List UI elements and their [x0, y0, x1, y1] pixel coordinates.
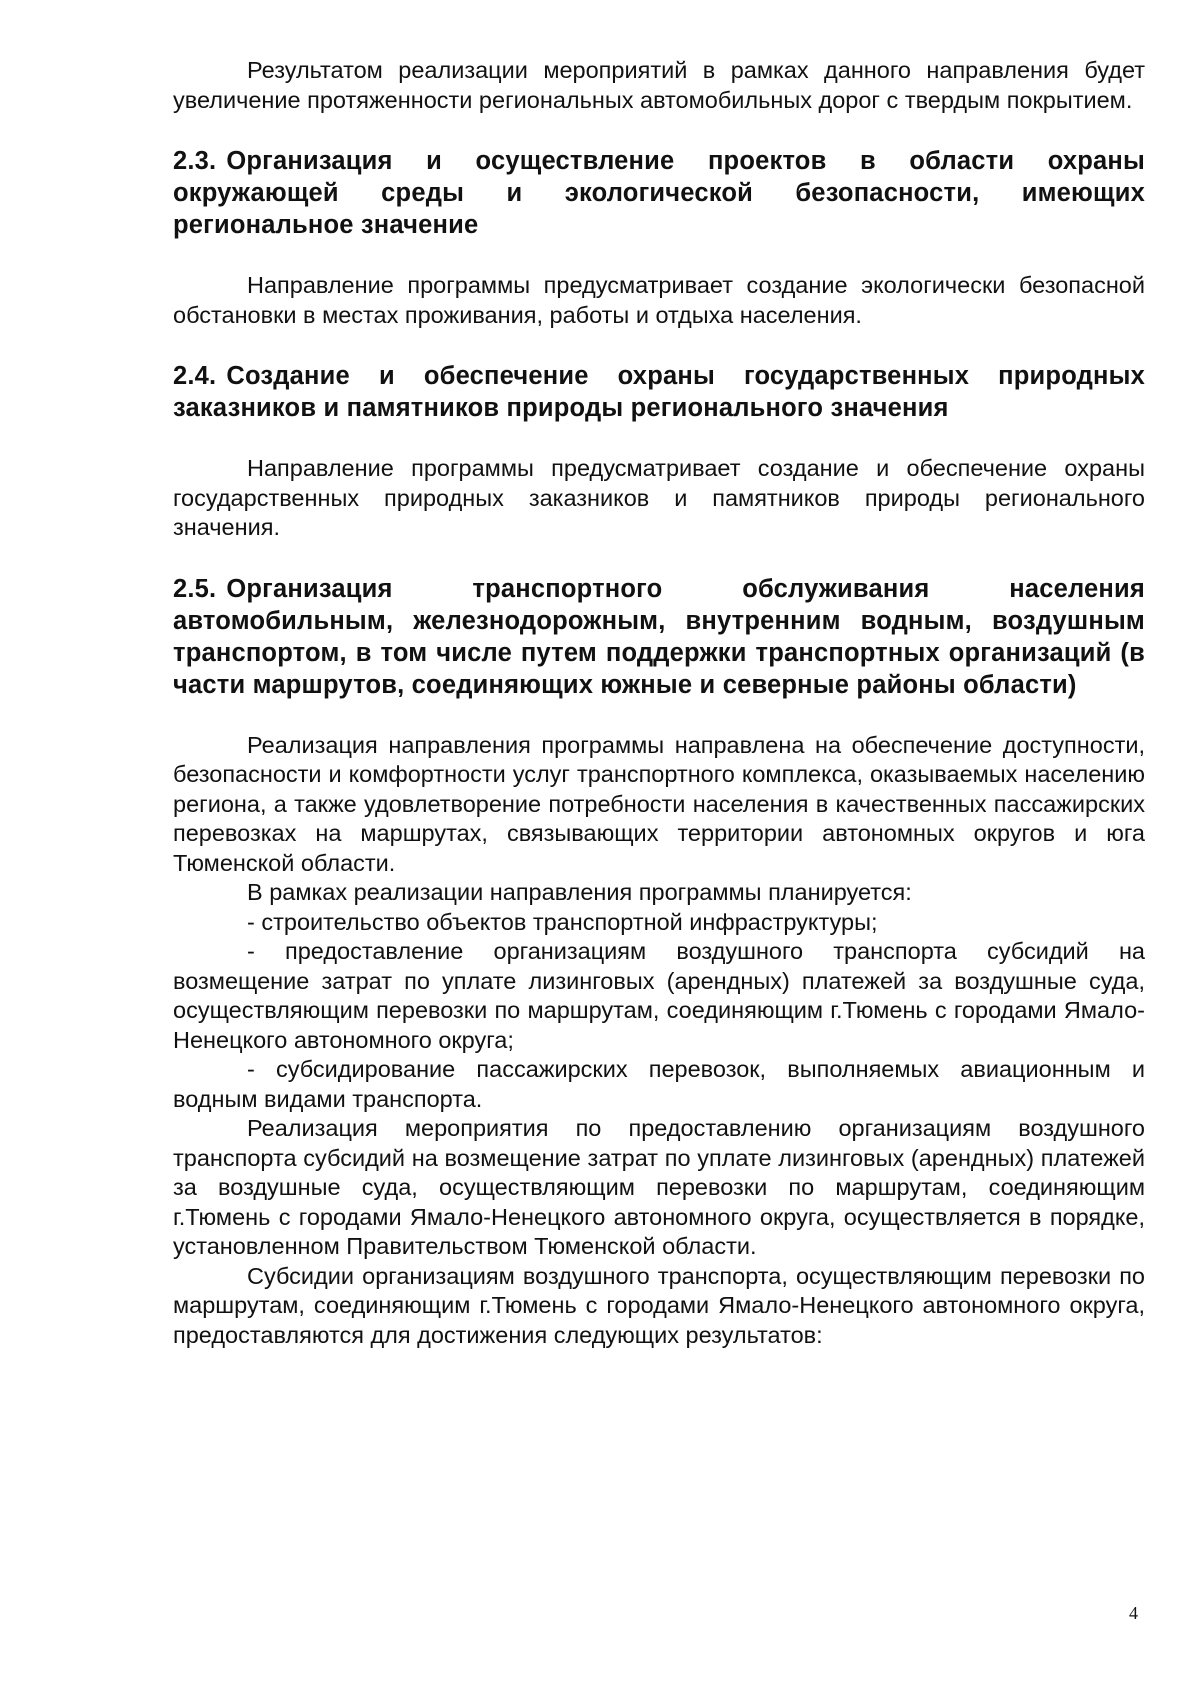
section-2-3-heading	[173, 145, 1145, 241]
section-2-5-title: Организация транспортного обслуживания населения автомобильным, железнодорожным, внутренним водным, воздушным транспортом, в том числе путем поддержки транспортных организаций (в части маршрутов, соединяющих южные и северные районы области)	[173, 574, 1145, 699]
section-2-3-number: 2.3.	[173, 147, 217, 175]
section-2-5-paragraph: В рамках реализации направления программы планируется:	[247, 879, 912, 905]
list-item: - субсидирование пассажирских перевозок, выполняемых авиационным и водным видами транспорта.	[173, 1056, 1145, 1112]
section-2-4-paragraph: Направление программы предусматривает создание и обеспечение охраны государственных природных заказников и памятников природы регионального значения.	[173, 455, 1145, 540]
intro-paragraph: Результатом реализации мероприятий в рамках данного направления будет увеличение протяженности региональных автомобильных дорог с твердым покрытием.	[173, 57, 1145, 113]
section-2-3-title: Организация и осуществление проектов в области охраны окружающей среды и экологической безопасности, имеющих региональное значение	[173, 147, 1145, 239]
section-2-3-paragraph: Направление программы предусматривает создание экологически безопасной обстановки в местах проживания, работы и отдыха населения.	[173, 272, 1145, 328]
page-number: 4	[1129, 1603, 1138, 1623]
section-2-5-heading	[173, 573, 1145, 701]
section-2-4-title: Создание и обеспечение охраны государственных природных заказников и памятников природы регионального значения	[173, 362, 1145, 422]
list-item: - предоставление организациям воздушного транспорта субсидий на возмещение затрат по уплате лизинговых (арендных) платежей за воздушные суда, осуществляющим перевозки по маршрутам, соединяющим г.Тюмень с городами Ямало-Ненецкого автономного округа;	[173, 938, 1145, 1053]
section-2-5-paragraph: Реализация направления программы направлена на обеспечение доступности, безопасности и комфортности услуг транспортного комплекса, оказываемых населению региона, а также удовлетворение потребности населения в качественных пассажирских перевозках на маршрутах, связывающих территории автономных округов и юга Тюменской области.	[173, 731, 1145, 876]
section-2-4-number: 2.4.	[173, 362, 217, 390]
section-2-5-paragraph: Реализация мероприятия по предоставлению организациям воздушного транспорта субсидий на возмещение затрат по уплате лизинговых (арендных) платежей за воздушные суда, осуществляющим перевозки по маршрутам, соединяющим г.Тюмень с городами Ямало-Ненецкого автономного округа, осуществляется в порядке, установленном Правительством Тюменской области.	[173, 1115, 1145, 1259]
list-item: - строительство объектов транспортной инфраструктуры;	[247, 908, 878, 935]
section-2-5-number: 2.5.	[173, 574, 217, 603]
section-2-4-heading	[173, 360, 1145, 424]
document-page	[173, 56, 1145, 1350]
section-2-5-paragraph: Субсидии организациям воздушного транспорта, осуществляющим перевозки по маршрутам, соединяющим г.Тюмень с городами Ямало-Ненецкого автономного округа, предоставляются для достижения следующих результатов:	[173, 1262, 1145, 1348]
